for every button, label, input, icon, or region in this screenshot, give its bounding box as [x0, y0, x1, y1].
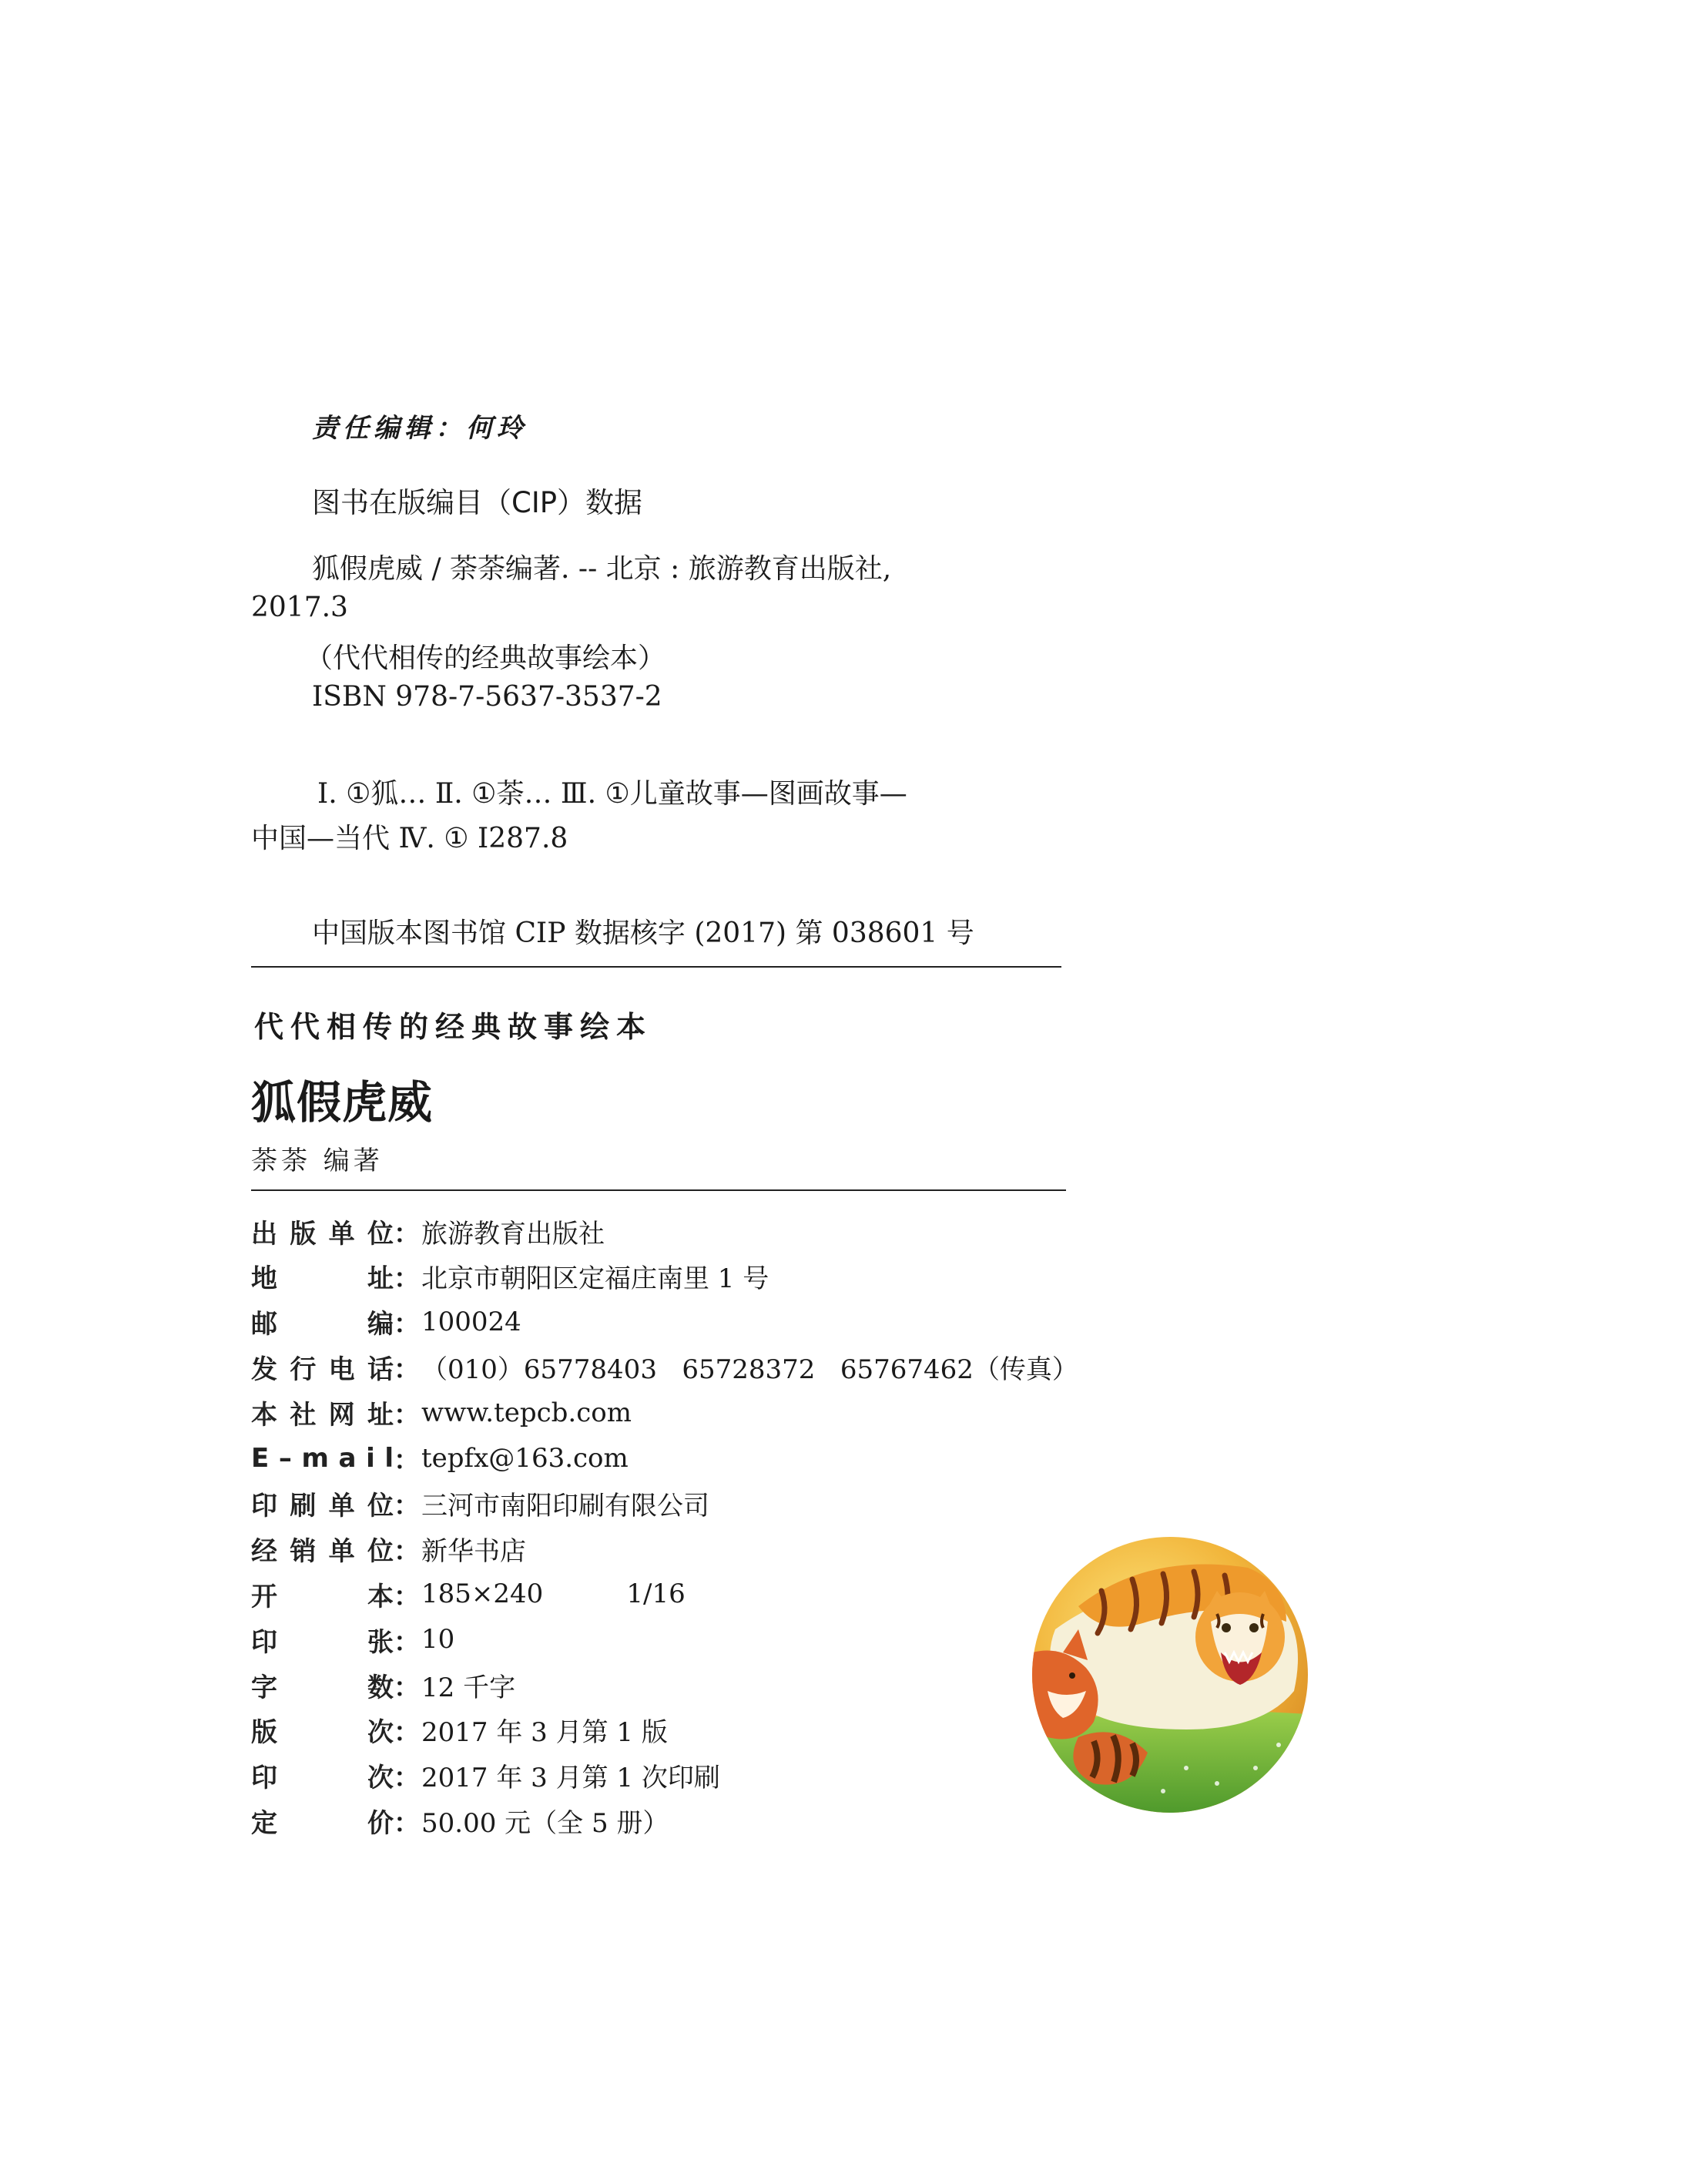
series-title: 代代相传的经典故事绘本 [254, 1010, 653, 1044]
info-row [251, 1663, 515, 1706]
fox-and-tiger-illustration [1032, 1537, 1308, 1813]
cip-classification-cont: 中国—当代 Ⅳ. ① I287.8 [251, 823, 568, 854]
info-row [251, 1709, 668, 1752]
info-row [251, 1572, 686, 1615]
info-value: 2017 年 3 月第 1 次印刷 [421, 1763, 720, 1794]
info-colon: ： [394, 1490, 420, 1521]
info-value: 2017 年 3 月第 1 版 [421, 1717, 668, 1749]
info-label: 字 数 [251, 1672, 394, 1703]
info-label: 版 次 [251, 1717, 394, 1749]
info-colon: ： [394, 1763, 420, 1794]
cip-heading: 图书在版编目（CIP）数据 [312, 486, 643, 519]
info-label: 开 本 [251, 1581, 394, 1612]
info-value: 旅游教育出版社 [421, 1218, 605, 1250]
info-value: （010）65778403 65728372 65767462（传真） [421, 1354, 1078, 1386]
info-colon: ： [394, 1354, 420, 1386]
info-value: 12 千字 [421, 1672, 516, 1703]
cip-isbn: ISBN 978-7-5637-3537-2 [312, 681, 662, 713]
info-value: 185×240 1/16 [421, 1578, 686, 1610]
book-title: 狐假虎威 [251, 1076, 434, 1129]
cip-title-line: 狐假虎威 / 荼荼编著. -- 北京 : 旅游教育出版社, [312, 553, 892, 585]
info-label: 地 址 [251, 1263, 394, 1295]
info-label: 本 社 网 址 [251, 1400, 394, 1431]
cip-series-line: （代代相传的经典故事绘本） [305, 642, 666, 674]
info-value: 北京市朝阳区定福庄南里 1 号 [421, 1263, 769, 1295]
info-row [251, 1527, 526, 1570]
info-row [251, 1209, 605, 1253]
info-value: 50.00 元（全 5 册） [421, 1808, 669, 1840]
responsible-editor: 责任编辑：何玲 [312, 413, 528, 444]
info-value: tepfx@163.com [421, 1442, 629, 1474]
info-label: 印 张 [251, 1626, 394, 1658]
info-label: 发 行 电 话 [251, 1354, 394, 1386]
info-label: 邮 编 [251, 1309, 394, 1340]
info-label: 出 版 单 位 [251, 1218, 394, 1250]
info-colon: ： [394, 1626, 420, 1658]
info-row [251, 1255, 769, 1298]
info-colon: ： [394, 1400, 420, 1431]
divider [251, 1189, 1066, 1191]
info-row [251, 1391, 632, 1434]
info-row [251, 1800, 669, 1843]
divider [251, 966, 1061, 968]
info-label: 印 次 [251, 1763, 394, 1794]
info-colon: ： [394, 1672, 420, 1703]
info-colon: ： [394, 1535, 420, 1567]
author-line: 荼荼 编著 [251, 1146, 384, 1176]
info-value: 三河市南阳印刷有限公司 [421, 1490, 709, 1521]
info-colon: ： [394, 1808, 420, 1840]
info-colon: ： [394, 1309, 420, 1340]
info-row [251, 1481, 709, 1525]
info-value: 10 [421, 1624, 455, 1656]
info-label: 印 刷 单 位 [251, 1490, 394, 1521]
info-colon: ： [394, 1263, 420, 1295]
info-colon: ： [394, 1717, 420, 1749]
info-colon: ： [394, 1445, 420, 1476]
info-value: www.tepcb.com [421, 1397, 632, 1428]
info-value: 100024 [421, 1306, 521, 1337]
info-label: E – m a i l [251, 1442, 394, 1474]
info-row [251, 1346, 1078, 1389]
info-label: 定 价 [251, 1808, 394, 1840]
info-row [251, 1754, 720, 1797]
info-label: 经 销 单 位 [251, 1535, 394, 1567]
info-colon: ： [394, 1581, 420, 1612]
cip-record-number: 中国版本图书馆 CIP 数据核字 (2017) 第 038601 号 [312, 918, 974, 949]
info-colon: ： [394, 1218, 420, 1250]
info-row [251, 1300, 521, 1344]
info-row [251, 1437, 629, 1480]
info-row [251, 1618, 454, 1661]
info-value: 新华书店 [421, 1535, 526, 1567]
cip-classification: Ⅰ. ①狐… Ⅱ. ①荼… Ⅲ. ①儿童故事—图画故事— [317, 778, 907, 810]
cip-date-line: 2017.3 [251, 592, 348, 623]
